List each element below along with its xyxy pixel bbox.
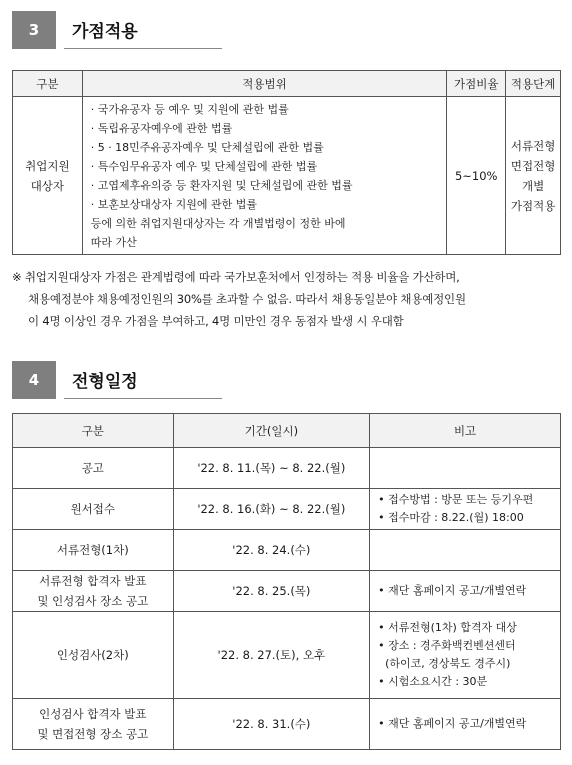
law-note: 따라 가산	[90, 236, 137, 249]
schedule-row-document-screening	[13, 530, 561, 571]
row-period: '22. 8. 11.(목) ~ 8. 22.(월)	[173, 448, 370, 489]
row-label: 서류전형(1차)	[13, 530, 174, 571]
row-remarks	[370, 699, 561, 750]
header-category: 구분	[13, 414, 174, 448]
category-line: 대상자	[30, 178, 65, 193]
note-line: 이 4명 이상인 경우 가점을 부여하고, 4명 미만인 경우 동점자 발생 시 우대함	[28, 314, 404, 328]
row-label: 공고	[13, 448, 174, 489]
label-line: 및 인성검사 장소 공고	[37, 594, 149, 608]
section-4-title: 전형일정	[72, 372, 138, 392]
schedule-row-personality-test	[13, 612, 561, 699]
row-period: '22. 8. 31.(수)	[173, 699, 370, 750]
note-line: ※ 취업지원대상자 가점은 관계법령에 따라 국가보훈처에서 인정하는 적용 비율을 가산하며,	[12, 270, 460, 284]
header-stage: 적용단계	[506, 71, 561, 97]
section-3-number: 3	[12, 11, 56, 49]
remark-item: • 시험소요시간 : 30분	[378, 675, 488, 688]
row-label	[13, 699, 174, 750]
header-period: 기간(일시)	[173, 414, 370, 448]
row-label: 인성검사(2차)	[13, 612, 174, 699]
stage-line: 면접전형	[510, 158, 556, 173]
stage-cell	[506, 97, 561, 255]
remark-item: • 재단 홈페이지 공고/개별연락	[378, 717, 527, 730]
row-remarks	[370, 612, 561, 699]
row-remarks	[370, 571, 561, 612]
remark-item: • 서류전형(1차) 합격자 대상	[378, 621, 517, 634]
scope-cell	[82, 97, 447, 255]
header-scope: 적용범위	[82, 71, 447, 97]
stage-line: 서류전형	[510, 138, 556, 153]
schedule-row-test-results	[13, 699, 561, 750]
stage-line: 가점적용	[510, 198, 556, 213]
row-remarks	[370, 489, 561, 530]
section-4-number: 4	[12, 361, 56, 399]
row-label	[13, 571, 174, 612]
remark-item: (하이코, 경상북도 경주시)	[378, 657, 511, 670]
section-4-underline	[64, 398, 222, 399]
rate-cell: 5~10%	[447, 97, 506, 255]
law-item: · 고엽제후유의증 등 환자지원 및 단체설립에 관한 법률	[90, 179, 353, 192]
law-item: · 특수임무유공자 예우 및 단체설립에 관한 법률	[90, 160, 318, 173]
label-line: 서류전형 합격자 발표	[39, 574, 147, 588]
label-line: 인성검사 합격자 발표	[39, 707, 147, 721]
remark-item: • 접수방법 : 방문 또는 등기우편	[378, 493, 534, 506]
schedule-row-application	[13, 489, 561, 530]
remark-item: • 접수마감 : 8.22.(월) 18:00	[378, 511, 524, 524]
law-item: · 국가유공자 등 예우 및 지원에 관한 법률	[90, 103, 289, 116]
section-3-heading	[12, 11, 222, 49]
remark-item: • 장소 : 경주화백컨벤션센터	[378, 639, 516, 652]
category-cell	[13, 97, 83, 255]
schedule-row-announcement	[13, 448, 561, 489]
note-line: 채용예정분야 채용예정인원의 30%를 초과할 수 없음. 따라서 채용동일분야 채용예정인원	[28, 292, 466, 306]
stage-line: 개별	[521, 178, 545, 193]
header-category: 구분	[13, 71, 83, 97]
category-line: 취업지원	[25, 158, 70, 173]
remark-item: • 재단 홈페이지 공고/개별연락	[378, 584, 527, 597]
section-3-title: 가점적용	[72, 22, 138, 42]
header-remarks: 비고	[370, 414, 561, 448]
row-period: '22. 8. 25.(목)	[173, 571, 370, 612]
row-period: '22. 8. 16.(화) ~ 8. 22.(월)	[173, 489, 370, 530]
section-4-heading	[12, 361, 222, 399]
header-rate: 가점비율	[447, 71, 506, 97]
row-remarks	[370, 448, 561, 489]
law-item: · 보훈보상대상자 지원에 관한 법률	[90, 198, 257, 211]
bonus-points-table	[12, 70, 561, 255]
schedule-table	[12, 413, 561, 750]
law-note: 등에 의한 취업지원대상자는 각 개별법령이 정한 바에	[90, 217, 346, 230]
law-item: · 5 · 18민주유공자예우 및 단체설립에 관한 법률	[90, 141, 324, 154]
section-3-underline	[64, 48, 222, 49]
row-period: '22. 8. 27.(토), 오후	[173, 612, 370, 699]
row-period: '22. 8. 24.(수)	[173, 530, 370, 571]
row-label: 원서접수	[13, 489, 174, 530]
schedule-row-document-results	[13, 571, 561, 612]
label-line: 및 면접전형 장소 공고	[37, 727, 149, 741]
bonus-note	[12, 266, 568, 332]
law-item: · 독립유공자예우에 관한 법률	[90, 122, 233, 135]
row-remarks	[370, 530, 561, 571]
